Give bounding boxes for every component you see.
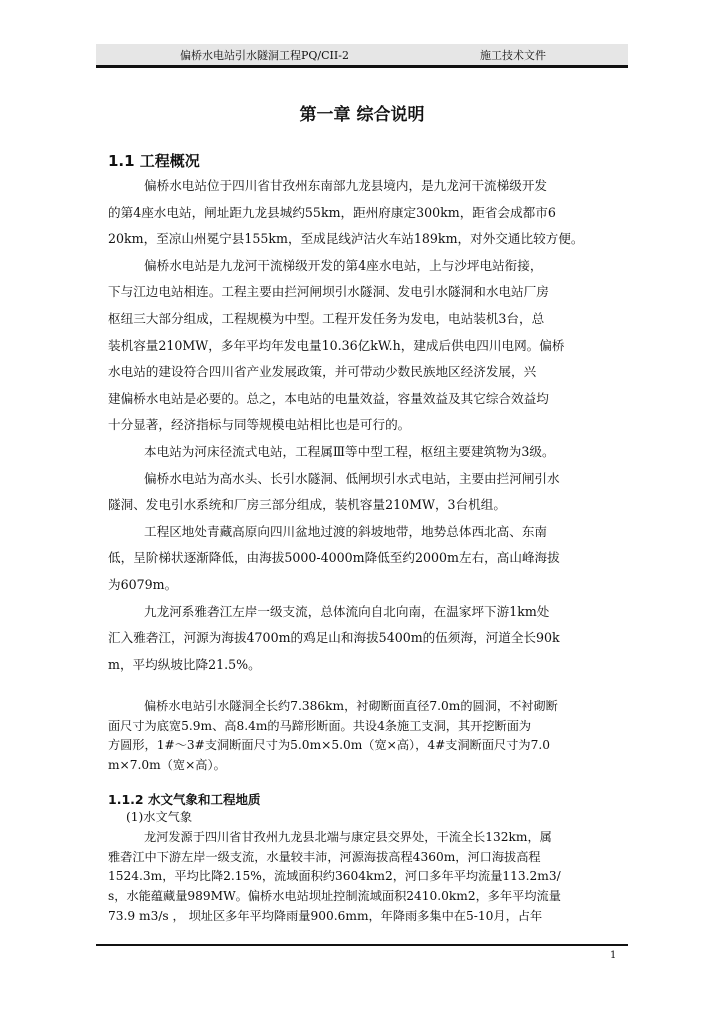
paragraph-line: 为6079m。	[108, 576, 178, 592]
paragraph-line: 枢纽三大部分组成，工程规模为中型。工程开发任务为发电，电站装机3台，总	[108, 310, 545, 326]
paragraph-line: 龙河发源于四川省甘孜州九龙县北端与康定县交界处，干流全长132km，属	[144, 830, 552, 844]
page-header	[96, 44, 628, 68]
paragraph-line: 偏桥水电站位于四川省甘孜州东南部九龙县境内，是九龙河干流梯级开发	[144, 178, 547, 193]
paragraph-line: 方圆形，1#～3#支洞断面尺寸为5.0m×5.0m（宽×高），4#支洞断面尺寸为7.0	[108, 738, 550, 752]
chapter-title: 第一章 综合说明	[299, 105, 425, 125]
paragraph-line: 水电站的建设符合四川省产业发展政策，并可带动少数民族地区经济发展，兴	[108, 364, 537, 380]
paragraph-line: 偏桥水电站是九龙河干流梯级开发的第4座水电站，上与沙坪电站衔接，	[144, 257, 543, 273]
subsection-label: (1)水文气象	[126, 810, 193, 824]
paragraph-line: 20km，至凉山州冕宁县155km，至成昆线泸沽火车站189km，对外交通比较方便。	[108, 231, 584, 247]
paragraph-line: 低，呈阶梯状逐渐降低，由海拔5000-4000m降低至约2000m左右，高山峰海拔	[108, 550, 560, 566]
paragraph-line: m×7.0m（宽×高）。	[108, 757, 226, 772]
page-number: 1	[610, 950, 617, 961]
paragraph-line: 本电站为河床径流式电站，工程属Ⅲ等中型工程，枢纽主要建筑物为3级。	[144, 443, 555, 459]
paragraph-line: 九龙河系雅砻江左岸一级支流，总体流向自北向南，在温家坪下游1km处	[144, 603, 550, 619]
section-heading-1-1-2: 1.1.2 水文气象和工程地质	[108, 792, 261, 807]
paragraph-line: 的第4座水电站，闸址距九龙县城约55km，距州府康定300km，距省会成都市6	[108, 204, 556, 220]
paragraph-line: 装机容量210MW，多年平均年发电量10.36亿kW.h，建成后供电四川电网。偏桥	[108, 337, 565, 353]
paragraph-line: s，水能蕴藏量989MW。偏桥水电站坝址控制流域面积2410.0km2，多年平均流量	[108, 889, 561, 904]
paragraph-line: 建偏桥水电站是必要的。总之，本电站的电量效益，容量效益及其它综合效益均	[108, 390, 549, 406]
paragraph-line: m，平均纵坡比降21.5%。	[108, 656, 261, 672]
section-heading-1-1: 1.1 工程概况	[108, 152, 200, 170]
paragraph-line: 雅砻江中下游左岸一级支流，水量较丰沛，河源海拔高程4360m，河口海拔高程	[108, 849, 541, 864]
paragraph-line: 73.9 m3/s ， 坝址区多年平均降雨量900.6mm，年降雨多集中在5-10月，占年	[108, 908, 543, 923]
paragraph-line: 偏桥水电站引水隧洞全长约7.386km，衬砌断面直径7.0m的圆洞，不衬砌断	[144, 699, 558, 713]
paragraph-line: 汇入雅砻江，河源为海拔4700m的鸡足山和海拔5400m的伍须海，河道全长90k	[108, 630, 560, 646]
header-project-title: 偏桥水电站引水隧洞工程PQ/CII-2	[180, 49, 349, 62]
paragraph-line: 下与江边电站相连。工程主要由拦河闸坝引水隧洞、发电引水隧洞和水电站厂房	[108, 284, 549, 300]
paragraph-line: 十分显著，经济指标与同等规模电站相比也是可行的。	[108, 417, 411, 433]
footer-divider	[96, 944, 628, 946]
paragraph-line: 工程区地处青藏高原向四川盆地过渡的斜坡地带，地势总体西北高、东南	[144, 523, 547, 539]
tunnel-paragraph	[108, 697, 624, 775]
paragraph-line: 偏桥水电站为高水头、长引水隧洞、低闸坝引水式电站，主要由拦河闸引水	[144, 470, 560, 486]
hydrology-paragraph	[108, 828, 624, 927]
paragraph-line: 面尺寸为底宽5.9m、高8.4m的马蹄形断面。共设4条施工支洞，其开挖断面为	[108, 718, 532, 733]
header-doc-type: 施工技术文件	[480, 49, 546, 62]
paragraph-line: 1524.3m，平均比降2.15%，流域面积约3604km2，河口多年平均流量113.2m3/	[108, 869, 561, 884]
section-1-1-body	[108, 173, 624, 678]
paragraph-line: 隧洞、发电引水系统和厂房三部分组成，装机容量210MW，3台机组。	[108, 497, 506, 513]
